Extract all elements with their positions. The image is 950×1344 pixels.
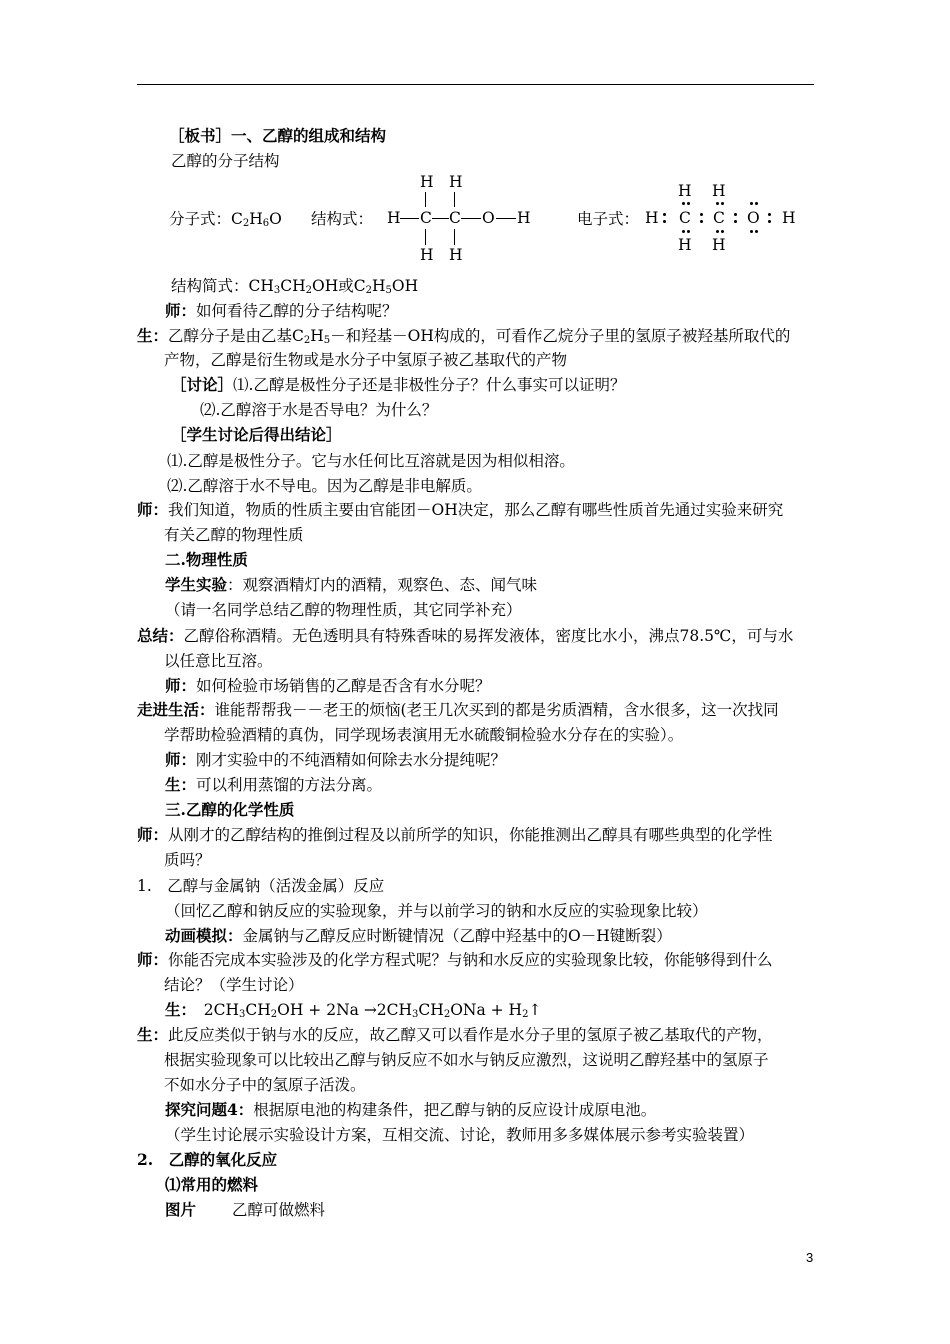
line-animation <box>165 926 672 946</box>
text-run: 2CH <box>188 1001 240 1019</box>
line-conclusion-2 <box>167 476 482 496</box>
line-teacher-q6 <box>137 950 773 970</box>
atom-o: O <box>482 209 495 227</box>
text-run: 根据原电池的构建条件，把乙醇与钠的反应设计成原电池。 <box>253 1101 657 1119</box>
electron-dot <box>750 230 753 233</box>
text-run: 乙醇的分子结构 <box>171 152 280 170</box>
line-student-a6-cont1 <box>164 1050 769 1070</box>
electron-dot <box>716 230 719 233</box>
line-conclusion-1 <box>167 451 575 471</box>
bond <box>454 229 455 245</box>
line-student-a1 <box>137 326 790 346</box>
line-section-chemical <box>165 800 294 820</box>
text-run: 金属钠与乙醇反应时断键情况（乙醇中羟基中的O－H键断裂） <box>242 927 672 945</box>
bold-label: 生： <box>137 326 169 345</box>
bold-label: ⑴常用的燃料 <box>165 1175 259 1194</box>
atom-h: H <box>517 209 531 227</box>
subscript: 2 <box>305 285 313 296</box>
atom-o: O <box>747 209 760 227</box>
bold-label: 师： <box>165 301 197 320</box>
line-teacher-q5-cont <box>164 850 211 870</box>
bold-label: 探究问题4： <box>165 1100 254 1119</box>
text-run: 不如水分子中的氢原子活泼。 <box>164 1076 366 1094</box>
bond <box>432 218 449 219</box>
line-item-1 <box>137 876 384 896</box>
bold-label: 师： <box>137 825 169 844</box>
text-run: 有关乙醇的物理性质 <box>164 526 304 544</box>
electronic-label: 电子式： <box>577 210 640 228</box>
text-run: OH <box>391 277 419 295</box>
electron-dot <box>768 213 771 216</box>
text-run: ⑵.乙醇溶于水不导电。因为乙醇是非电解质。 <box>167 477 482 495</box>
line-discussion-2 <box>200 400 437 420</box>
bold-label: 师： <box>137 950 169 969</box>
atom-h: H <box>782 209 796 227</box>
text-run: 学帮助检验酒精的真伪，同学现场表演用无水硫酸铜检验水分存在的实验）。 <box>164 726 684 744</box>
bold-label: 二.物理性质 <box>165 550 248 569</box>
text-run: CH <box>245 1001 271 1019</box>
line-equation <box>165 1000 541 1020</box>
subscript: 2 <box>365 285 372 296</box>
text-run: 乙醇俗称酒精。无色透明具有特殊香味的易挥发液体，密度比水小，沸点78.5℃，可与水 <box>183 627 794 645</box>
line-summary-request <box>165 600 522 620</box>
subscript: 3 <box>239 1009 246 1020</box>
molecular-formula: 分子式：$C_2H_6O$ <box>169 210 282 229</box>
bold-label: 师： <box>137 500 169 519</box>
structural-label: 结构式： <box>311 210 374 228</box>
atom-h: H <box>387 209 401 227</box>
line-teacher-q1 <box>165 301 398 321</box>
line-discussion <box>171 375 625 395</box>
text-run: 从刚才的乙醇结构的推倒过程及以前所学的知识，你能推测出乙醇具有哪些典型的化学性 <box>168 826 773 844</box>
electron-dot <box>682 230 685 233</box>
bold-label: 2. 乙醇的氧化反应 <box>137 1150 278 1169</box>
electron-dot <box>687 230 690 233</box>
line-teacher-q6-cont <box>164 975 304 995</box>
text-run: 结构简式：CH <box>171 277 274 295</box>
text-run: 此反应类似于钠与水的反应，故乙醇又可以看作是水分子里的氢原子被乙基取代的产物， <box>168 1026 773 1044</box>
line-teacher-q2 <box>137 500 783 520</box>
line-student-a4 <box>165 775 382 795</box>
bold-label: ［学生讨论后得出结论］ <box>171 425 342 444</box>
page-number: 3 <box>806 1250 814 1265</box>
text-run: 根据实验现象可以比较出乙醇与钠反应不如水与钠反应激烈，这说明乙醇羟基中的氢原子 <box>164 1051 769 1069</box>
text-run: ：观察酒精灯内的酒精，观察色、态、闻气味 <box>227 576 538 594</box>
bold-label: 图片 <box>165 1200 197 1219</box>
electron-dot <box>750 202 753 205</box>
line-student-experiment <box>165 575 537 595</box>
atom-h: H <box>449 173 463 191</box>
line-teacher-q4 <box>165 750 506 770</box>
text-run: H <box>310 327 324 345</box>
text-run: 你能否完成本实验涉及的化学方程式呢？与钠和水反应的实验现象比较，你能够得到什么 <box>168 951 773 969</box>
line-condensed-formula <box>171 276 418 296</box>
bold-label: 生： <box>165 775 197 794</box>
text-run: 以任意比互溶。 <box>164 652 273 670</box>
line-into-life <box>137 700 779 720</box>
line-teacher-q2-cont <box>164 525 304 545</box>
text-run: H <box>372 277 386 295</box>
electron-dot <box>663 220 666 223</box>
electron-dot <box>721 230 724 233</box>
subscript: 5 <box>323 335 331 346</box>
bold-label: 动画模拟： <box>165 926 243 945</box>
bond <box>454 192 455 207</box>
atom-h: H <box>449 246 463 264</box>
electron-dot <box>768 220 771 223</box>
bond <box>400 218 419 219</box>
text-run: 质吗？ <box>164 851 211 869</box>
subscript: 3 <box>273 285 281 296</box>
electron-dot <box>734 213 737 216</box>
line-recall <box>165 901 708 921</box>
text-run: 结论？（学生讨论） <box>164 976 304 994</box>
line-conclusion-title <box>171 425 342 445</box>
text-run: 1. 乙醇与金属钠（活泼金属）反应 <box>137 877 385 895</box>
atom-h: H <box>645 209 659 227</box>
bold-label: 三.乙醇的化学性质 <box>165 800 295 819</box>
bond <box>496 218 516 219</box>
electron-dot <box>721 202 724 205</box>
bold-label: 生： <box>165 1000 189 1019</box>
text-run: －和羟基－OH构成的，可看作乙烷分子里的氢原子被羟基所取代的 <box>330 327 791 345</box>
subscript: 2 <box>443 1009 451 1020</box>
electron-dot <box>663 213 666 216</box>
bold-label: 走进生活： <box>137 700 215 719</box>
line-board-title <box>169 126 386 146</box>
text-run: ONa + H <box>450 1001 523 1019</box>
line-inquiry-4 <box>165 1100 656 1120</box>
subscript: 5 <box>385 285 392 296</box>
electron-dot <box>755 230 758 233</box>
text-run: 如何检验市场销售的乙醇是否含有水分呢？ <box>196 677 491 695</box>
atom-h: H <box>678 236 692 254</box>
bond <box>461 218 481 219</box>
bold-label: 师： <box>165 676 197 695</box>
text-run: 产物，乙醇是衍生物或是水分子中氢原子被乙基取代的产物 <box>164 351 568 369</box>
bold-label: 师： <box>165 750 197 769</box>
atom-c: C <box>420 209 432 227</box>
bond <box>425 192 426 207</box>
text-run: （回忆乙醇和钠反应的实验现象，并与以前学习的钠和水反应的实验现象比较） <box>165 902 708 920</box>
electron-dot <box>716 202 719 205</box>
bold-label: 总结： <box>137 626 184 645</box>
text-run: 乙醇分子是由乙基C <box>168 327 304 345</box>
line-into-life-cont <box>164 725 683 745</box>
text-run: CH <box>280 277 306 295</box>
line-section-physical <box>165 550 248 570</box>
electron-dot <box>755 202 758 205</box>
line-molecular-structure <box>171 151 280 171</box>
line-fuel-title <box>165 1175 258 1195</box>
line-item-2 <box>137 1150 277 1170</box>
line-inquiry-4-note <box>165 1125 754 1145</box>
atom-c: C <box>679 209 691 227</box>
atom-h: H <box>420 173 434 191</box>
text-run: 谁能帮帮我－－老王的烦恼(老王几次买到的都是劣质酒精，含水很多，这一次找同 <box>214 701 779 719</box>
text-run: 刚才实验中的不纯酒精如何除去水分提纯呢？ <box>196 751 507 769</box>
bold-label: ［板书］一、乙醇的组成和结构 <box>169 126 387 145</box>
atom-c: C <box>449 209 461 227</box>
header-rule <box>137 84 814 85</box>
line-summary <box>137 626 793 646</box>
atom-h: H <box>712 236 726 254</box>
bold-label: 生： <box>137 1025 169 1044</box>
subscript: 2 <box>522 1009 529 1020</box>
electron-dot <box>700 220 703 223</box>
line-summary-cont <box>164 651 273 671</box>
text-run: OH或C <box>312 277 366 295</box>
text-run: ↑ <box>528 1001 542 1019</box>
electron-dot <box>682 202 685 205</box>
text-run: 我们知道，物质的性质主要由官能团－OH决定，那么乙醇有哪些性质首先通过实验来研究 <box>168 501 784 519</box>
line-teacher-q5 <box>137 825 773 845</box>
atom-h: H <box>420 246 434 264</box>
text-run: 可以利用蒸馏的方法分离。 <box>196 776 383 794</box>
bold-label: 学生实验 <box>165 575 228 594</box>
electron-dot <box>734 220 737 223</box>
electron-dot <box>700 213 703 216</box>
text-run: （请一名同学总结乙醇的物理性质，其它同学补充） <box>165 601 522 619</box>
subscript: 2 <box>303 335 311 346</box>
text-run: CH <box>418 1001 444 1019</box>
text-run: OH + 2Na →2CH <box>277 1001 413 1019</box>
subscript: 3 <box>412 1009 419 1020</box>
bold-label: ［讨论］ <box>171 375 234 394</box>
text-run: ⑴.乙醇是极性分子还是非极性分子？什么事实可以证明？ <box>233 376 626 394</box>
text-run: 如何看待乙醇的分子结构呢？ <box>196 302 398 320</box>
text-run: 乙醇可做燃料 <box>196 1201 325 1219</box>
subscript: 2 <box>270 1009 278 1020</box>
line-student-a6 <box>137 1025 773 1045</box>
atom-h: H <box>712 182 726 200</box>
bond <box>425 229 426 245</box>
line-student-a6-cont2 <box>164 1075 366 1095</box>
line-student-a1-cont <box>164 350 567 370</box>
text-run: ⑴.乙醇是极性分子。它与水任何比互溶就是因为相似相溶。 <box>167 452 575 470</box>
electron-dot <box>687 202 690 205</box>
atom-c: C <box>713 209 725 227</box>
text-run: （学生讨论展示实验设计方案，互相交流、讨论，教师用多多媒体展示参考实验装置） <box>165 1126 755 1144</box>
text-run: ⑵.乙醇溶于水是否导电？为什么？ <box>200 401 438 419</box>
line-picture <box>165 1200 325 1220</box>
line-teacher-q3 <box>165 676 491 696</box>
atom-h: H <box>678 182 692 200</box>
